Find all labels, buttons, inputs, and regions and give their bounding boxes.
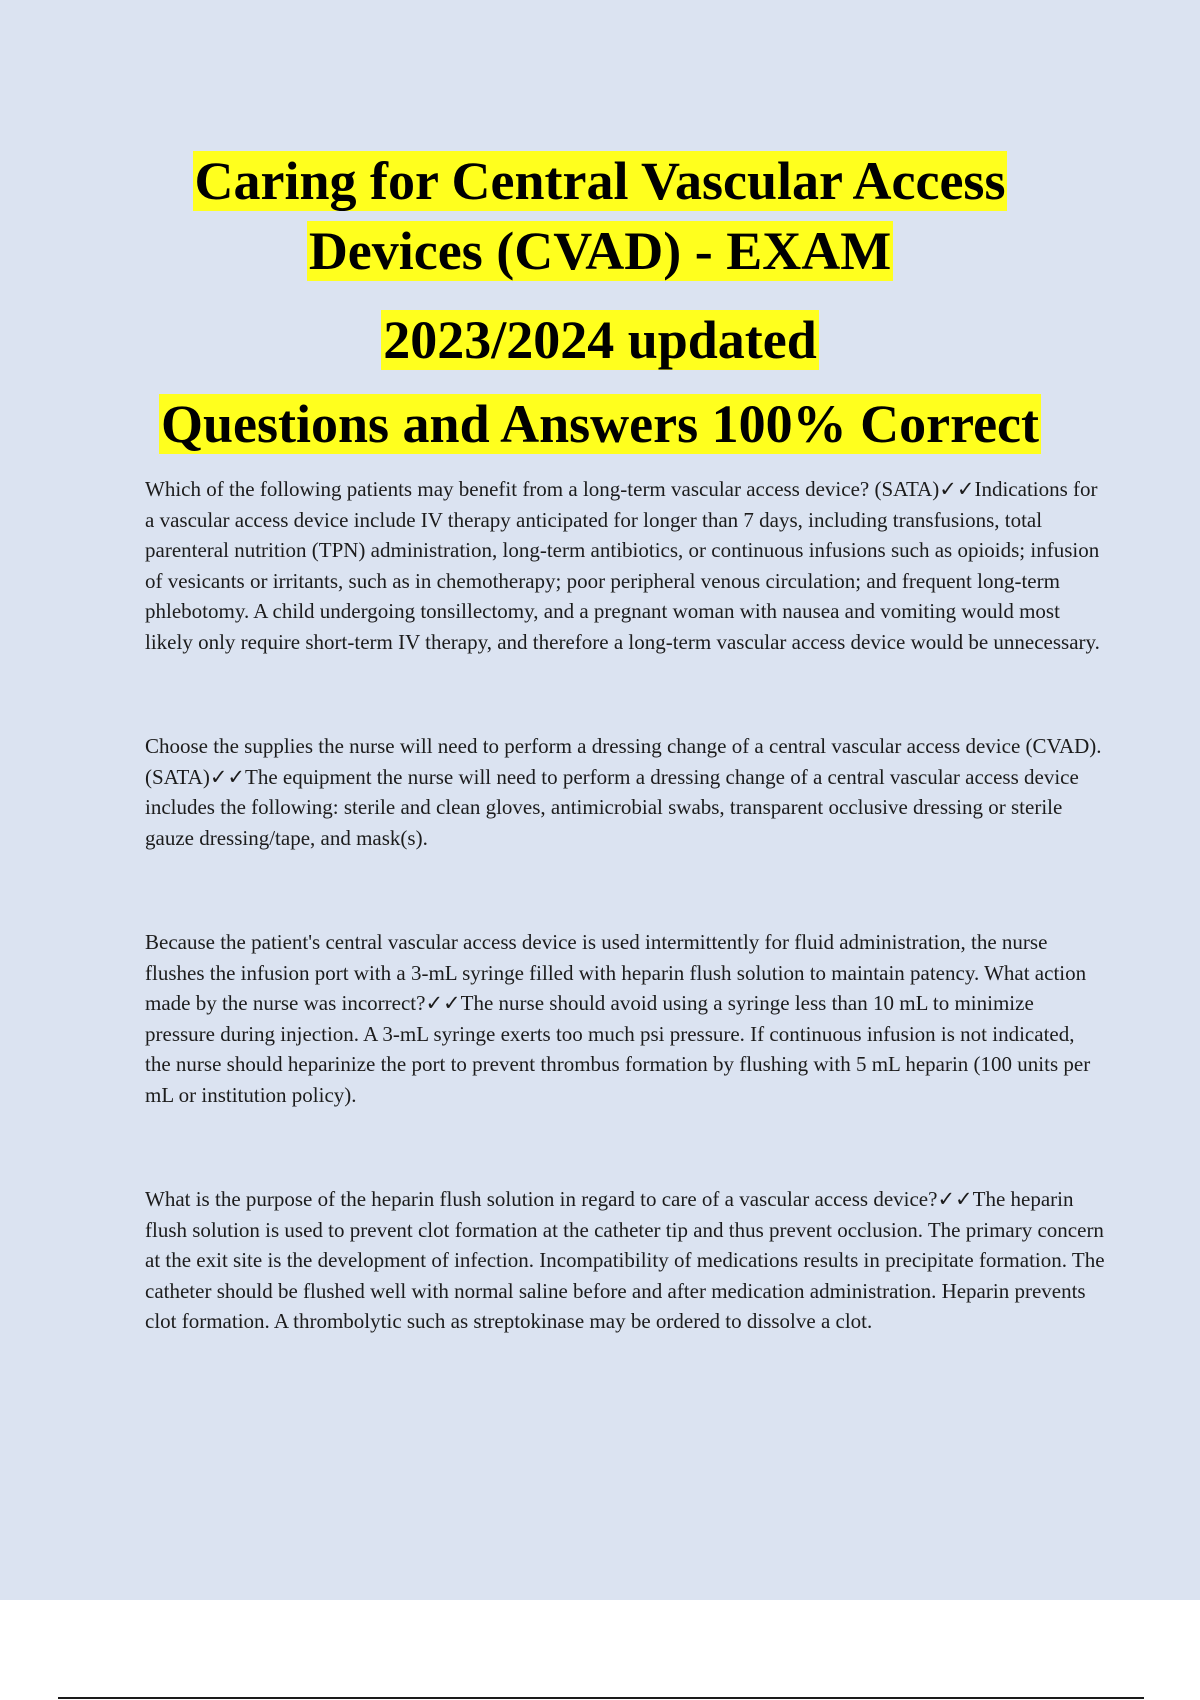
title-line-4: [0, 384, 1200, 464]
qa-list: [145, 474, 1105, 1411]
qa-item-3: Because the patient's central vascular access device is used intermittently for fluid administration, the nurse flushes the infusion port with a 3-mL syringe filled with heparin flush solution to maintain patency. What action made by the nurse was incorrect?✓✓The nurse should avoid using a syringe less than 10 mL to minimize pressure during injection. A 3-mL syringe exerts too much psi pressure. If continuous infusion is not indicated, the nurse should heparinize the port to prevent thrombus formation by flushing with 5 mL heparin (100 units per mL or institution policy).: [145, 930, 1091, 1107]
qa-item-4: What is the purpose of the heparin flush solution in regard to care of a vascular access device?✓✓The heparin flush solution is used to prevent clot formation at the catheter tip and thus prevent occlusion. The primary concern at the exit site is the development of infection. Incompatibility of medications results in precipitate formation. The catheter should be flushed well with normal saline before and after medication administration. Heparin prevents clot formation. A thrombolytic such as streptokinase may be ordered to dissolve a clot.: [145, 1187, 1105, 1333]
title-line-2-text: Devices (CVAD) - EXAM: [308, 221, 892, 281]
footer-divider: [58, 1697, 1144, 1699]
page-footer: [0, 1600, 1200, 1700]
title-line-4-text: Questions and Answers 100% Correct: [160, 394, 1039, 454]
qa-item-2: Choose the supplies the nurse will need to perform a dressing change of a central vascular access device (CVAD). (SATA)✓✓The equipment the nurse will need to perform a dressing change of a central vascular access device includes the following: sterile and clean gloves, antimicrobial swabs, transparent occlusive dressing or sterile gauze dressing/tape, and mask(s).: [145, 734, 1102, 850]
title-line-3: [0, 300, 1200, 384]
qa-item-1: Which of the following patients may benefit from a long-term vascular access device? (SATA)✓✓Indications for a vascular access device include IV therapy anticipated for longer than 7 days, including transfusions, total parenteral nutrition (TPN) administration, long-term antibiotics, or continuous infusions such as opioids; infusion of vesicants or irritants, such as in chemotherapy; poor peripheral venous circulation; and frequent long-term phlebotomy. A child undergoing tonsillectomy, and a pregnant woman with nausea and vomiting would most likely only require short-term IV therapy, and therefore a long-term vascular access device would be unnecessary.: [145, 477, 1100, 654]
title-line-1-text: Caring for Central Vascular Access: [194, 151, 1006, 211]
title-line-1: [0, 146, 1200, 216]
title-line-3-text: 2023/2024 updated: [383, 310, 817, 370]
title-line-2: [0, 216, 1200, 300]
document-title: [0, 146, 1200, 464]
